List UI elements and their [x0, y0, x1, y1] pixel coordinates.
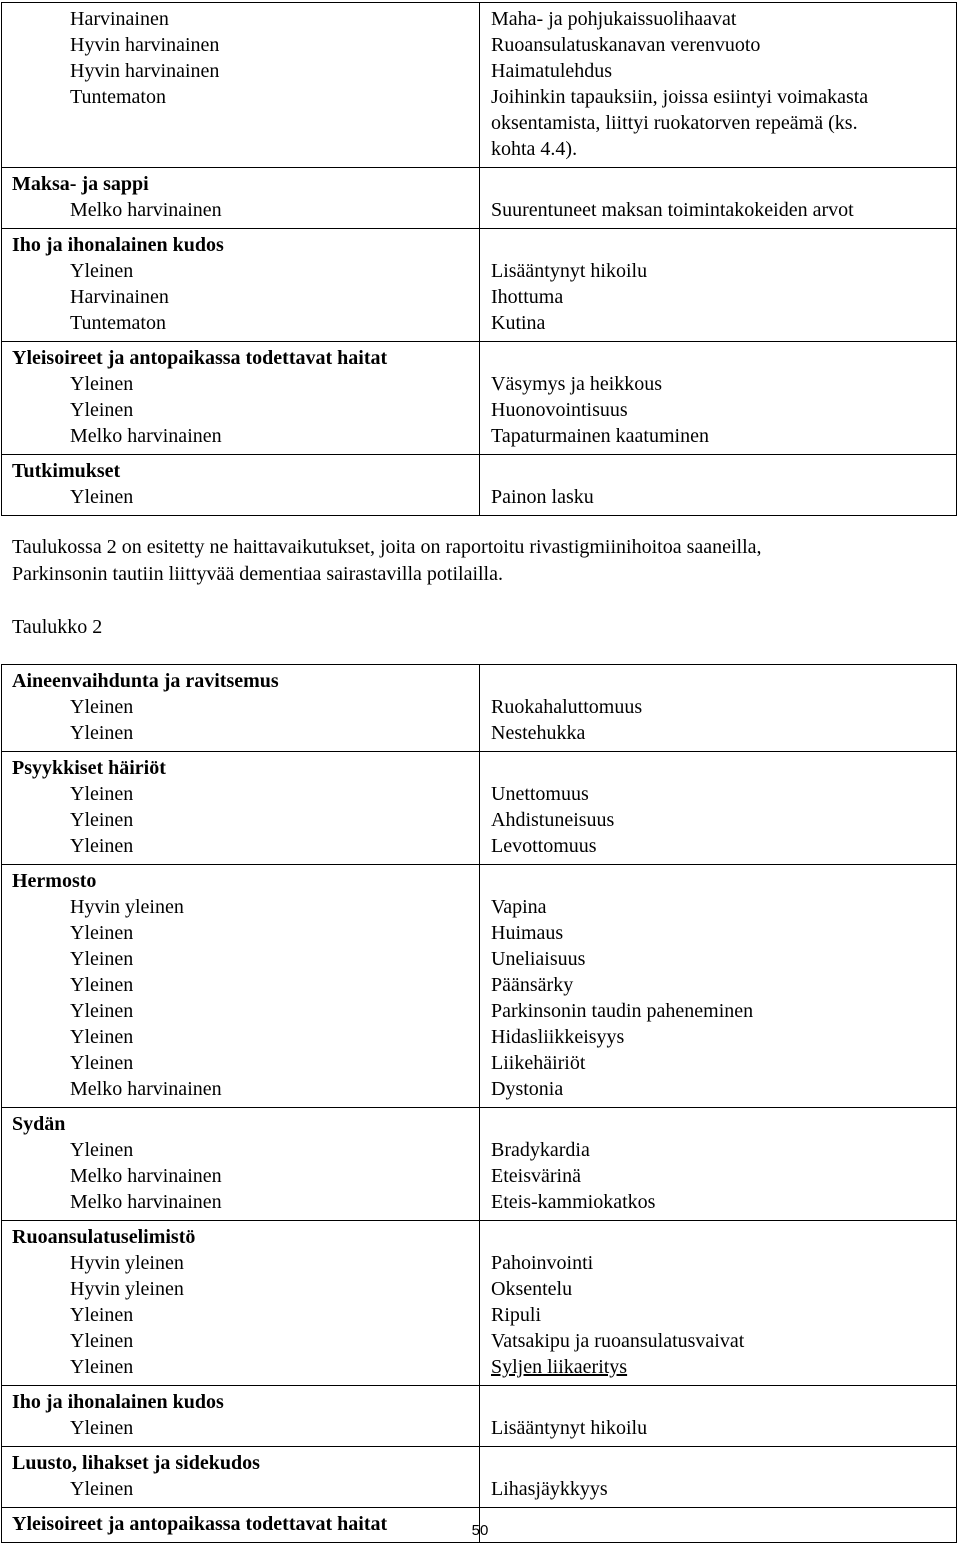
intro-paragraph [12, 534, 912, 588]
adverse-effect-label [491, 1224, 946, 1250]
adverse-effect-label: Ahdistuneisuus [491, 809, 615, 831]
effect-cell [480, 1386, 957, 1447]
table-row [2, 1447, 957, 1508]
effect-cell [480, 1447, 957, 1508]
frequency-label: Tuntematon [70, 312, 166, 334]
adverse-effect-label: Dystonia [491, 1078, 564, 1100]
adverse-effect-label: Oksentelu [491, 1278, 573, 1300]
organ-class-heading: Maksa- ja sappi [12, 173, 149, 195]
frequency-label: Hyvin yleinen [70, 896, 184, 918]
adverse-effect-label: Ruoansulatuskanavan verenvuoto [491, 34, 761, 56]
frequency-label [12, 110, 469, 136]
frequency-label: Hyvin yleinen [70, 1252, 184, 1274]
paragraph-line: Taulukossa 2 on esitetty ne haittavaikutukset, joita on raportoitu rivastigmiinihoitoa saaneilla, [12, 536, 762, 558]
frequency-label: Yleinen [70, 1304, 134, 1326]
table-row [2, 865, 957, 1108]
frequency-label: Yleinen [70, 1000, 134, 1022]
frequency-label: Yleinen [70, 722, 134, 744]
table-row [2, 1221, 957, 1386]
effect-cell [480, 665, 957, 752]
organ-class-heading: Luusto, lihakset ja sidekudos [12, 1452, 260, 1474]
adverse-effect-label [491, 668, 946, 694]
adverse-effect-label [491, 345, 946, 371]
frequency-label: Yleinen [70, 809, 134, 831]
adverse-effect-label: kohta 4.4). [491, 138, 578, 160]
frequency-label: Harvinainen [70, 286, 169, 308]
adverse-effect-label: Päänsärky [491, 974, 574, 996]
adverse-effect-label [491, 1450, 946, 1476]
frequency-label: Melko harvinainen [70, 199, 222, 221]
frequency-label: Yleinen [70, 1139, 134, 1161]
page-number: 50 [471, 1522, 489, 1539]
category-cell [2, 752, 480, 865]
table-row [2, 168, 957, 229]
adverse-effect-label: Huimaus [491, 922, 564, 944]
adverse-effect-label: Vatsakipu ja ruoansulatusvaivat [491, 1330, 745, 1352]
frequency-label: Yleinen [70, 696, 134, 718]
adverse-effect-label: Ripuli [491, 1304, 542, 1326]
adverse-effect-label: Lisääntynyt hikoilu [491, 1417, 648, 1439]
adverse-effect-label: Nestehukka [491, 722, 586, 744]
adverse-effect-label: Väsymys ja heikkous [491, 373, 663, 395]
frequency-label: Yleinen [70, 974, 134, 996]
frequency-label: Yleinen [70, 1052, 134, 1074]
category-cell [2, 1386, 480, 1447]
table-row [2, 1386, 957, 1447]
adverse-effect-label: Joihinkin tapauksiin, joissa esiintyi voimakasta [491, 86, 869, 108]
adverse-effect-label [491, 171, 946, 197]
category-cell [2, 1108, 480, 1221]
organ-class-heading: Ruoansulatuselimistö [12, 1226, 196, 1248]
adverse-effect-label: Tapaturmainen kaatuminen [491, 425, 709, 447]
effect-cell [480, 1221, 957, 1386]
frequency-label: Yleinen [70, 399, 134, 421]
frequency-label: Harvinainen [70, 8, 169, 30]
frequency-label: Melko harvinainen [70, 1078, 222, 1100]
adverse-effects-table-1 [1, 2, 957, 516]
adverse-effect-label: Vapina [491, 896, 547, 918]
adverse-effect-label: Ihottuma [491, 286, 564, 308]
adverse-effect-label: Levottomuus [491, 835, 597, 857]
organ-class-heading: Yleisoireet ja antopaikassa todettavat haitat [12, 1513, 388, 1535]
effect-cell [480, 342, 957, 455]
frequency-label: Yleinen [70, 486, 134, 508]
effect-cell [480, 865, 957, 1108]
frequency-label: Yleinen [70, 783, 134, 805]
category-cell [2, 229, 480, 342]
frequency-label: Yleinen [70, 948, 134, 970]
table-row [2, 229, 957, 342]
adverse-effect-label: Eteisvärinä [491, 1165, 581, 1187]
frequency-label: Yleinen [70, 835, 134, 857]
frequency-label: Yleinen [70, 1356, 134, 1378]
frequency-label: Melko harvinainen [70, 425, 222, 447]
adverse-effect-label [491, 1111, 946, 1137]
category-cell [2, 1447, 480, 1508]
adverse-effects-table-2 [1, 664, 957, 1543]
frequency-label: Yleinen [70, 260, 134, 282]
frequency-label [12, 136, 469, 162]
category-cell [2, 865, 480, 1108]
organ-class-heading: Tutkimukset [12, 460, 121, 482]
adverse-effect-label: Huonovointisuus [491, 399, 628, 421]
category-cell [2, 455, 480, 516]
category-cell [2, 1221, 480, 1386]
organ-class-heading: Iho ja ihonalainen kudos [12, 1391, 224, 1413]
adverse-effect-label: Kutina [491, 312, 546, 334]
category-cell [2, 3, 480, 168]
organ-class-heading: Sydän [12, 1113, 66, 1135]
frequency-label: Yleinen [70, 1026, 134, 1048]
organ-class-heading: Hermosto [12, 870, 97, 892]
adverse-effect-label: Lihasjäykkyys [491, 1478, 608, 1500]
category-cell [2, 342, 480, 455]
adverse-effect-label [491, 755, 946, 781]
table-caption: Taulukko 2 [12, 616, 103, 638]
effect-cell [480, 752, 957, 865]
paragraph-line: Parkinsonin tautiin liittyvää dementiaa sairastavilla potilailla. [12, 563, 503, 585]
frequency-label: Hyvin harvinainen [70, 34, 220, 56]
frequency-label: Yleinen [70, 922, 134, 944]
organ-class-heading: Yleisoireet ja antopaikassa todettavat haitat [12, 347, 388, 369]
adverse-effect-label: Unettomuus [491, 783, 589, 805]
adverse-effect-label: Painon lasku [491, 486, 594, 508]
adverse-effect-label [491, 868, 946, 894]
table-row [2, 455, 957, 516]
adverse-effect-label: Ruokahaluttomuus [491, 696, 643, 718]
effect-cell [480, 3, 957, 168]
frequency-label: Hyvin harvinainen [70, 60, 220, 82]
effect-cell [480, 229, 957, 342]
adverse-effect-label: Pahoinvointi [491, 1252, 594, 1274]
organ-class-heading: Iho ja ihonalainen kudos [12, 234, 224, 256]
effect-cell [480, 168, 957, 229]
table-row [2, 3, 957, 168]
frequency-label: Yleinen [70, 373, 134, 395]
adverse-effect-label [491, 1389, 946, 1415]
adverse-effect-label: Uneliaisuus [491, 948, 586, 970]
frequency-label: Hyvin yleinen [70, 1278, 184, 1300]
table-row [2, 1108, 957, 1221]
adverse-effect-label [491, 232, 946, 258]
organ-class-heading: Psyykkiset häiriöt [12, 757, 166, 779]
adverse-effect-label: Syljen liikaeritys [491, 1356, 628, 1378]
adverse-effect-label: oksentamista, liittyi ruokatorven repeämä (ks. [491, 112, 858, 134]
frequency-label: Tuntematon [70, 86, 166, 108]
category-cell [2, 168, 480, 229]
table-row [2, 752, 957, 865]
frequency-label: Melko harvinainen [70, 1191, 222, 1213]
frequency-label: Yleinen [70, 1478, 134, 1500]
adverse-effect-label: Parkinsonin taudin paheneminen [491, 1000, 754, 1022]
adverse-effect-label: Lisääntynyt hikoilu [491, 260, 648, 282]
adverse-effect-label: Hidasliikkeisyys [491, 1026, 625, 1048]
adverse-effect-label: Liikehäiriöt [491, 1052, 586, 1074]
adverse-effect-label: Maha- ja pohjukaissuolihaavat [491, 8, 737, 30]
category-cell [2, 665, 480, 752]
adverse-effect-label: Eteis-kammiokatkos [491, 1191, 656, 1213]
adverse-effect-label: Haimatulehdus [491, 60, 613, 82]
organ-class-heading: Aineenvaihdunta ja ravitsemus [12, 670, 279, 692]
frequency-label: Yleinen [70, 1417, 134, 1439]
table-row [2, 342, 957, 455]
frequency-label: Melko harvinainen [70, 1165, 222, 1187]
adverse-effect-label: Suurentuneet maksan toimintakokeiden arvot [491, 199, 854, 221]
effect-cell [480, 455, 957, 516]
frequency-label: Yleinen [70, 1330, 134, 1352]
table-row [2, 665, 957, 752]
adverse-effect-label: Bradykardia [491, 1139, 590, 1161]
effect-cell [480, 1108, 957, 1221]
adverse-effect-label [491, 458, 946, 484]
